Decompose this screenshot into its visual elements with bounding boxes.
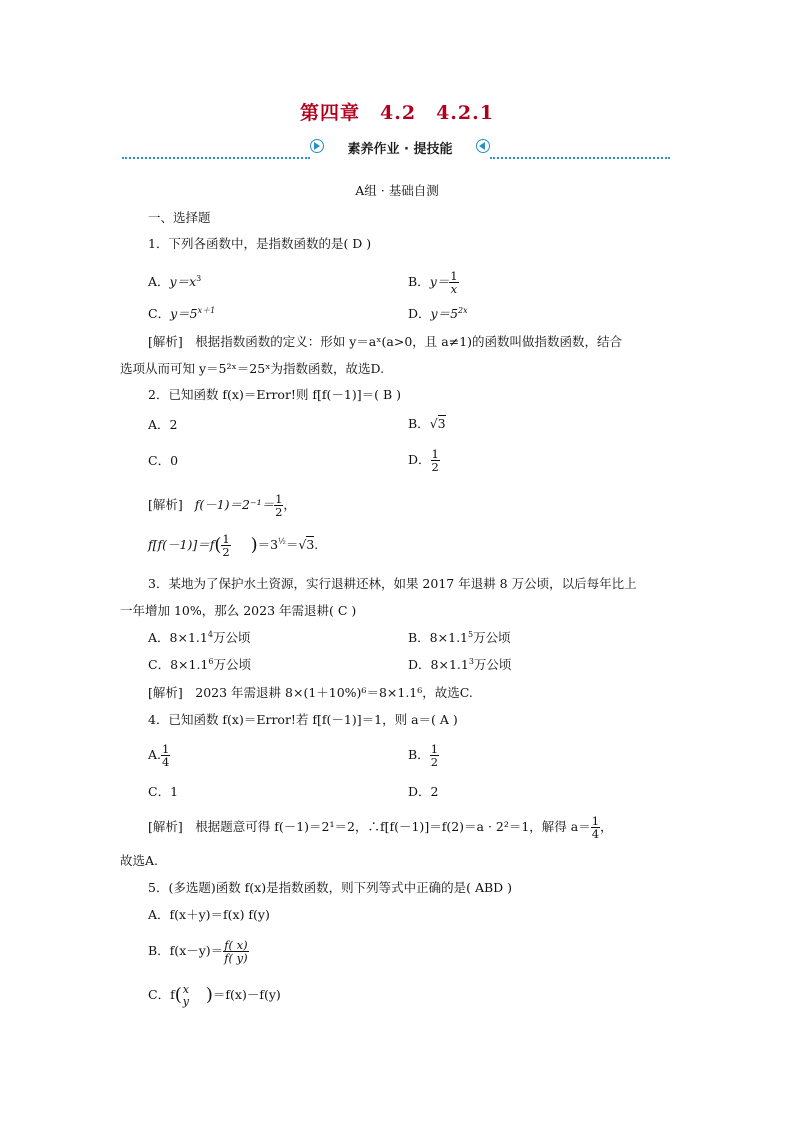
q4-option-d: D．2 [408, 784, 439, 799]
q3-option-c: C．$8\times 1.1^6$万公顷 [148, 656, 251, 672]
q4-option-b: B． $\frac{1}{2}$ [408, 742, 439, 769]
q2-option-a: A．2 [148, 417, 178, 432]
q2-option-c: C．0 [148, 453, 179, 468]
question-3-stem-line2: 一年增加 10%，那么 2023 年需退耕( C ) [120, 603, 357, 618]
q2-option-d: D． $\frac{1}{2}$ [408, 447, 439, 474]
q3-option-b: B．$8\times 1.1^5$万公顷 [408, 629, 511, 645]
q2-analysis-line2: f[f(－1)]＝f( $\frac{1}{2}$ )$=3^{\frac{1}{2}}=√3$. [148, 532, 319, 559]
section-banner [310, 138, 490, 158]
q3-analysis: [解析] 2023 年需退耕 8×(1＋10%)⁶＝8×1.1⁶，故选C. [148, 685, 473, 700]
question-2-stem: 2．已知函数 f(x)＝Error!则 f[f(－1)]＝( B ) [148, 387, 402, 402]
group-heading: A组 · 基础自测 [355, 183, 439, 198]
page-title: 第四章 4.2 4.2.1 [300, 102, 494, 124]
q4-analysis-line1: [解析] 根据题意可得 f(－1)＝2¹＝2，∴f[f(－1)]＝f(2)＝a · 2²＝1，解得 a＝ $\frac{1}{4}$ ， [148, 814, 613, 841]
question-1-stem: 1．下列各函数中，是指数函数的是( D ) [148, 236, 372, 251]
q1-analysis-line2: 选项从而可知 y＝5²ˣ＝25ˣ为指数函数，故选D. [120, 361, 385, 376]
question-3-stem-line1: 3．某地为了保护水土资源，实行退耕还林，如果 2017 年退耕 8 万公顷，以后每年比上 [148, 576, 637, 591]
q4-analysis-line2: 故选A. [120, 853, 159, 868]
divider-left [122, 157, 310, 159]
q1-option-d: D．$y=5^{2x}$ [408, 305, 468, 321]
q3-option-a: A．$8\times 1.1^4$万公顷 [148, 629, 251, 645]
play-right-icon [310, 139, 324, 153]
q5-option-c: C．f( x y )＝f(x)－f(y) [148, 982, 281, 1008]
divider-right [490, 157, 670, 159]
question-4-stem: 4．已知函数 f(x)＝Error!若 f[f(－1)]＝1，则 a＝( A ) [148, 712, 458, 727]
q1-option-a: A．$y=x^3$ [148, 273, 202, 289]
q4-option-c: C．1 [148, 784, 179, 799]
q5-option-b: B．f(x－y)＝ $\frac{f( x)}{f( y)}$ [148, 938, 248, 965]
q3-option-d: D．$8\times 1.1^3$万公顷 [408, 656, 512, 672]
q4-option-a: A. $\frac{1}{4}$ [148, 742, 170, 769]
q5-option-a: A．f(x＋y)＝f(x) f(y) [148, 907, 270, 922]
q1-option-b: B．y＝ $\frac{1}{x}$ [408, 269, 458, 296]
section-heading: 一、选择题 [148, 210, 211, 225]
play-left-icon [476, 139, 490, 153]
question-5-stem: 5．(多选题)函数 f(x)是指数函数，则下列等式中正确的是( ABD ) [148, 880, 513, 895]
banner-text: 素养作业 · 提技能 [347, 142, 453, 157]
q1-analysis-line1: [解析] 根据指数函数的定义：形如 y＝aˣ(a>0，且 a≠1)的函数叫做指数函数，结合 [148, 334, 623, 349]
q2-analysis-line1: [解析] f(－1)＝2⁻¹＝ $\frac{1}{2}$ ， [148, 492, 296, 519]
q2-option-b: B．√3 [408, 416, 446, 431]
q1-option-c: C．$y=5^{x+1}$ [148, 305, 216, 321]
